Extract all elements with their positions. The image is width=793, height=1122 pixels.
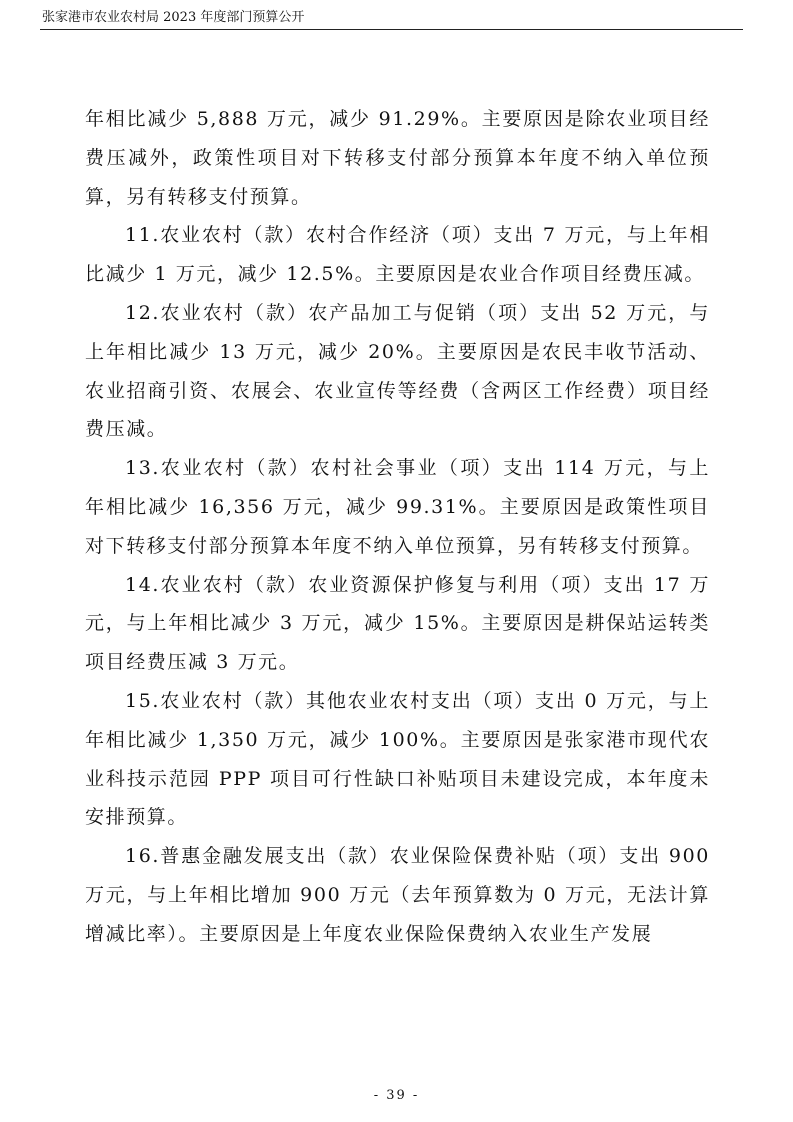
- paragraph-item-15: 15.农业农村（款）其他农业农村支出（项）支出 0 万元，与上年相比减少 1,350 万元，减少 100%。主要原因是张家港市现代农业科技示范园 PPP 项目可行性缺口补贴项目未建设完成，本年度未安排预算。: [85, 689, 710, 829]
- header-divider: [40, 29, 743, 30]
- paragraph-item-11: 11.农业农村（款）农村合作经济（项）支出 7 万元，与上年相比减少 1 万元，减少 12.5%。主要原因是农业合作项目经费压减。: [85, 224, 710, 286]
- page-number: - 39 -: [373, 1088, 420, 1103]
- paragraph-item-13: 13.农业农村（款）农村社会事业（项）支出 114 万元，与上年相比减少 16,356 万元，减少 99.31%。主要原因是政策性项目对下转移支付部分预算本年度不纳入单位预算，另有转移支付预算。: [85, 457, 710, 557]
- page-header-title: 张家港市农业农村局 2023 年度部门预算公开: [42, 10, 305, 25]
- paragraph-item-16: 16.普惠金融发展支出（款）农业保险保费补贴（项）支出 900 万元，与上年相比增加 900 万元（去年预算数为 0 万元，无法计算增减比率）。主要原因是上年度农业保险保费纳入农业生产发展: [85, 845, 710, 945]
- paragraph-item-12: 12.农业农村（款）农产品加工与促销（项）支出 52 万元，与上年相比减少 13 万元，减少 20%。主要原因是农民丰收节活动、农业招商引资、农展会、农业宣传等经费（含两区工作经费）项目经费压减。: [85, 301, 710, 441]
- document-body: [85, 100, 710, 954]
- paragraph-item-14: 14.农业农村（款）农业资源保护修复与利用（项）支出 17 万元，与上年相比减少 3 万元，减少 15%。主要原因是耕保站运转类项目经费压减 3 万元。: [85, 573, 710, 674]
- paragraph-continuation: 年相比减少 5,888 万元，减少 91.29%。主要原因是除农业项目经费压减外，政策性项目对下转移支付部分预算本年度不纳入单位预算，另有转移支付预算。: [85, 108, 710, 208]
